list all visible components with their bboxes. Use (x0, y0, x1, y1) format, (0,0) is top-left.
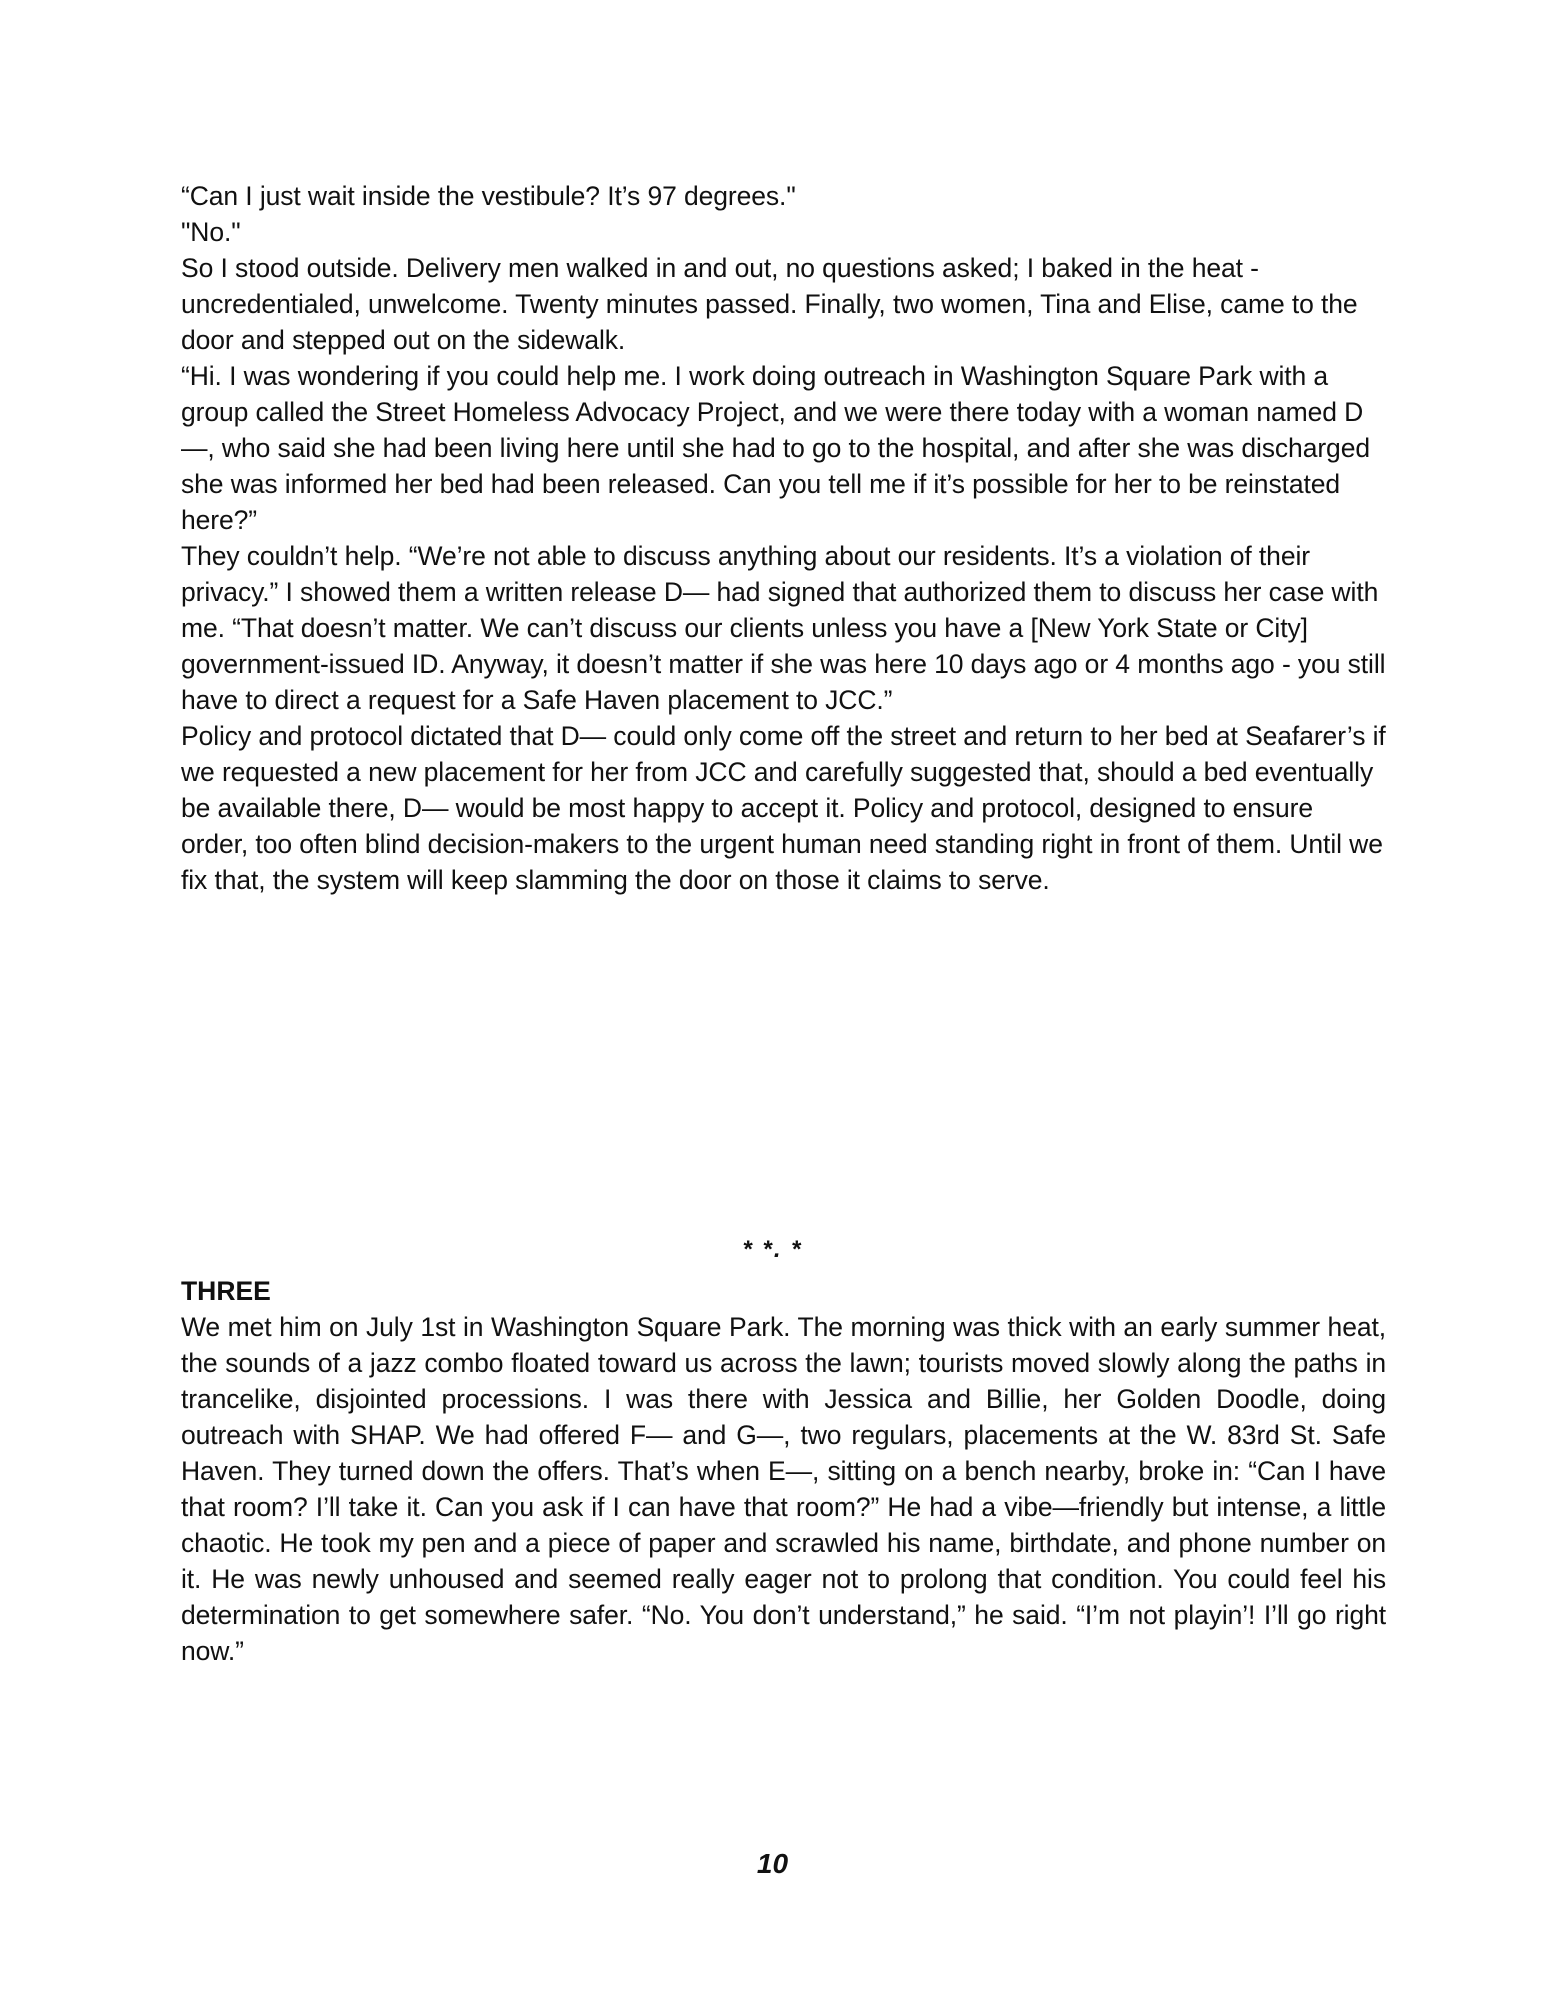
paragraph-couldnt-help: They couldn’t help. “We’re not able to discuss anything about our residents. It’s a violation of their privacy.” I showed them a written release D— had signed that authorized them to discuss her case with me. “That doesn’t matter. We can’t discuss our clients unless you have a [New York State or City] government-issued ID. Anyway, it doesn’t matter if she was here 10 days ago or 4 months ago - you still have to direct a request for a Safe Haven placement to JCC.” (181, 541, 1386, 715)
paragraph-policy-protocol: Policy and protocol dictated that D— could only come off the street and return to her bed at Seafarer’s if we requested a new placement for her from JCC and carefully suggested that, should a bed eventually be available there, D— would be most happy to accept it. Policy and protocol, designed to ensure order, too often blind decision-makers to the urgent human need standing right in front of them. Until we fix that, the system will keep slamming the door on those it claims to serve. (181, 721, 1386, 895)
section-body (181, 1309, 1386, 1669)
paragraph-stood-outside: So I stood outside. Delivery men walked in and out, no questions asked; I baked in the heat - uncredentialed, unwelcome. Twenty minutes passed. Finally, two women, Tina and Elise, came to the door and stepped out on the sidewalk. (181, 253, 1358, 355)
top-text-block (181, 178, 1386, 898)
paragraph-washington-square: We met him on July 1st in Washington Square Park. The morning was thick with an early summer heat, the sounds of a jazz combo floated toward us across the lawn; tourists moved slowly along the paths in trancelike, disjointed processions. I was there with Jessica and Billie, her Golden Doodle, doing outreach with SHAP. We had offered F— and G—, two regulars, placements at the W. 83rd St. Safe Haven. They turned down the offers. That’s when E—, sitting on a bench nearby, broke in: “Can I have that room? I’ll take it. Can you ask if I can have that room?” He had a vibe—friendly but intense, a little chaotic. He took my pen and a piece of paper and scrawled his name, birthdate, and phone number on it. He was newly unhoused and seemed really eager not to prolong that condition. You could feel his determination to get somewhere safer. “No. You don’t understand,” he said. “I’m not playin’! I’ll go right now.” (181, 1312, 1386, 1666)
page-number: 10 (756, 1848, 789, 1879)
section-heading: THREE (181, 1276, 271, 1306)
section-separator: * *. * (742, 1236, 803, 1263)
paragraph-outreach-request: “Hi. I was wondering if you could help me. I work doing outreach in Washington Square Park with a group called the Street Homeless Advocacy Project, and we were there today with a woman named D—, who said she had been living here until she had to go to the hospital, and after she was discharged she was informed her bed had been released. Can you tell me if it’s possible for her to be reinstated here?” (181, 361, 1370, 535)
dialogue-vestibule: “Can I just wait inside the vestibule? It’s 97 degrees." (181, 181, 796, 211)
dialogue-no: "No." (181, 217, 241, 247)
